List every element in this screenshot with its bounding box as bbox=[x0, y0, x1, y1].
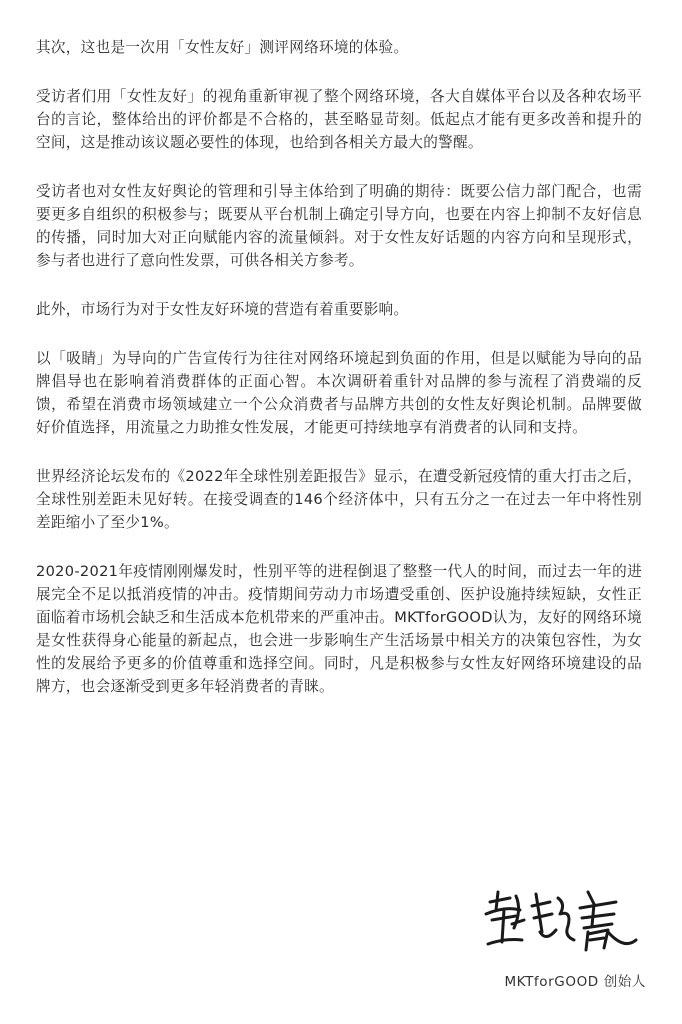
paragraph-3: 受访者也对女性友好舆论的管理和引导主体给到了明确的期待：既要公信力部门配合，也需要更多自组织的积极参与；既要从平台机制上确定引导方向，也要在内容上抑制不友好信息的传播，同时加大对正向赋能内容的流量倾斜。对于女性友好话题的内容方向和呈现形式，参与者也进行了意向性发票，可供各相关方参考。 bbox=[36, 183, 642, 269]
paragraph-5: 以「吸睛」为导向的广告宣传行为往往对网络环境起到负面的作用，但是以赋能为导向的品牌倡导也在影响着消费群体的正面心智。本次调研着重针对品牌的参与流程了消费端的反馈，希望在消费市场领域建立一个公众消费者与品牌方共创的女性友好舆论机制。品牌要做好价值选择，用流量之力助推女性发展，才能更可持续地享有消费者的认同和支持。 bbox=[36, 350, 642, 436]
paragraph-2: 受访者们用「女性友好」的视角重新审视了整个网络环境，各大自媒体平台以及各种农场平台的言论，整体给出的评价都是不合格的，甚至略显苛刻。低起点才能有更多改善和提升的空间，这是推动该议题必要性的体现，也给到各相关方最大的警醒。 bbox=[36, 88, 642, 151]
signature-caption: MKTforGOOD 创始人 bbox=[504, 974, 646, 990]
paragraph-7: 2020-2021年疫情刚刚爆发时，性别平等的进程倒退了整整一代人的时间，而过去一年的进展完全不足以抵消疫情的冲击。疫情期间劳动力市场遭受重创、医护设施持续短缺，女性正面临着市场机会缺乏和生活成本危机带来的严重冲击。MKTforGOOD认为，友好的网络环境是女性获得身心能量的新起点，也会进一步影响生产生活场景中相关方的决策包容性，为女性的发展给予更多的价值尊重和选择空间。同时，凡是积极参与女性友好网络环境建设的品牌方，也会逐渐受到更多年轻消费者的青睐。 bbox=[36, 563, 642, 695]
handwritten-signature bbox=[476, 880, 646, 960]
signature-block bbox=[466, 880, 646, 990]
paragraph-4: 此外，市场行为对于女性友好环境的营造有着重要影响。 bbox=[36, 301, 409, 318]
paragraph-1: 其次，这也是一次用「女性友好」测评网络环境的体验。 bbox=[36, 39, 409, 56]
paragraph-6: 世界经济论坛发布的《2022年全球性别差距报告》显示，在遭受新冠疫情的重大打击之后，全球性别差距未见好转。在接受调查的146个经济体中，只有五分之一在过去一年中将性别差距缩小了至少1%。 bbox=[36, 468, 642, 531]
